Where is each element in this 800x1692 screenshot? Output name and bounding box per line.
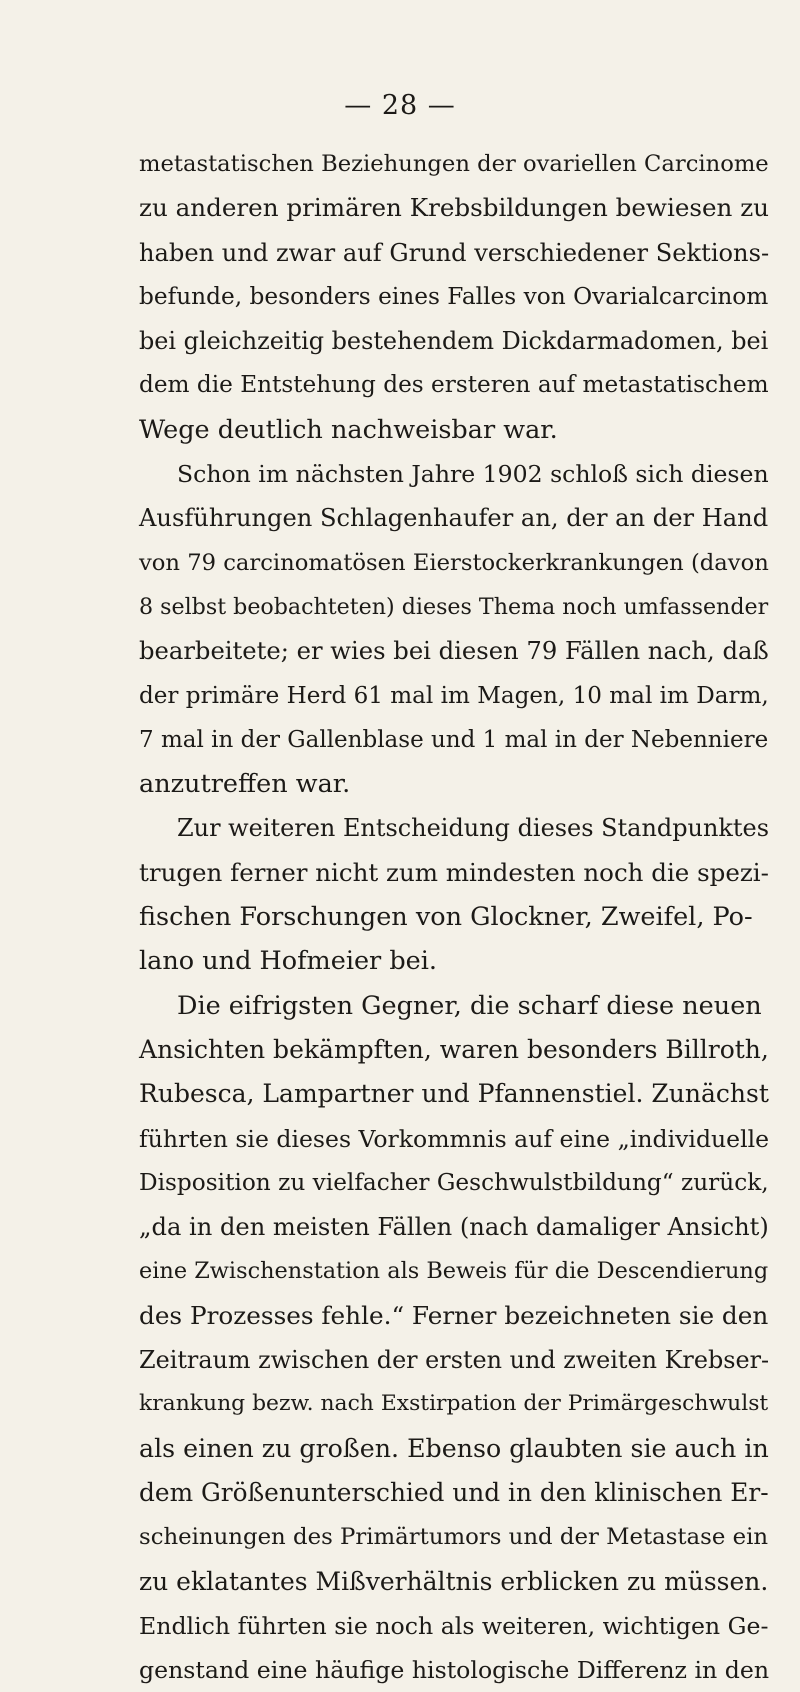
text-line: dem die Entstehung des ersteren auf metastatischem bbox=[139, 371, 769, 399]
text-line: „da in den meisten Fällen (nach damaliger Ansicht) bbox=[139, 1213, 769, 1242]
text-line: Rubesca, Lampartner und Pfannenstiel. Zunächst bbox=[139, 1079, 769, 1109]
text-line: Die eifrigsten Gegner, die scharf diese neuen bbox=[177, 990, 762, 1021]
text-line: des Prozesses fehle.“ Ferner bezeichneten sie den bbox=[139, 1300, 769, 1330]
text-line: Ausführungen Schlagenhaufer an, der an der Hand bbox=[139, 504, 769, 533]
text-line: anzutreffen war. bbox=[139, 769, 351, 800]
text-line: dem Größenunterschied und in den klinischen Er- bbox=[139, 1477, 769, 1507]
text-line: lano und Hofmeier bei. bbox=[139, 946, 438, 977]
page-number: — 28 — bbox=[344, 90, 456, 121]
text-line: scheinungen des Primärtumors und der Metastase ein bbox=[139, 1524, 769, 1551]
text-line: 7 mal in der Gallenblase und 1 mal in der Nebenniere bbox=[139, 726, 769, 753]
text-line: Wege deutlich nachweisbar war. bbox=[139, 414, 558, 445]
text-line: von 79 carcinomatösen Eierstockerkrankungen (davon bbox=[139, 549, 769, 576]
text-line: Zur weiteren Entscheidung dieses Standpunktes bbox=[177, 814, 769, 843]
text-line: zu anderen primären Krebsbildungen bewiesen zu bbox=[139, 193, 769, 223]
text-line: Ansichten bekämpften, waren besonders Billroth, bbox=[139, 1034, 769, 1064]
text-line: fischen Forschungen von Glockner, Zweifel, Po- bbox=[139, 902, 753, 933]
text-line: bearbeitete; er wies bei diesen 79 Fällen nach, daß bbox=[139, 636, 769, 666]
text-line: befunde, besonders eines Falles von Ovarialcarcinom bbox=[139, 282, 769, 310]
text-line: trugen ferner nicht zum mindesten noch die spezi- bbox=[139, 857, 769, 887]
text-line: bei gleichzeitig bestehendem Dickdarmadomen, bei bbox=[139, 327, 769, 356]
text-line: eine Zwischenstation als Beweis für die Descendierung bbox=[139, 1258, 769, 1285]
text-line: als einen zu großen. Ebenso glaubten sie auch in bbox=[139, 1433, 769, 1463]
text-line: haben und zwar auf Grund verschiedener Sektions- bbox=[139, 238, 770, 267]
text-line: Schon im nächsten Jahre 1902 schloß sich diesen bbox=[177, 460, 769, 489]
text-line: genstand eine häufige histologische Differenz in den bbox=[139, 1656, 770, 1685]
text-line: krankung bezw. nach Exstirpation der Primärgeschwulst bbox=[139, 1391, 769, 1417]
text-line: metastatischen Beziehungen der ovariellen Carcinome bbox=[139, 151, 769, 177]
text-line: führten sie dieses Vorkommnis auf eine „individuelle bbox=[139, 1124, 770, 1153]
body-text bbox=[139, 142, 769, 1692]
text-line: 8 selbst beobachteten) dieses Thema noch umfassender bbox=[139, 593, 769, 620]
text-line: der primäre Herd 61 mal im Magen, 10 mal im Darm, bbox=[139, 682, 769, 709]
text-line: Zeitraum zwischen der ersten und zweiten Krebser- bbox=[139, 1346, 770, 1375]
text-line: Endlich führten sie noch als weiteren, wichtigen Ge- bbox=[139, 1611, 769, 1640]
text-line: zu eklatantes Mißverhältnis erblicken zu müssen. bbox=[139, 1566, 769, 1596]
text-line: Disposition zu vielfacher Geschwulstbildung“ zurück, bbox=[139, 1168, 769, 1196]
